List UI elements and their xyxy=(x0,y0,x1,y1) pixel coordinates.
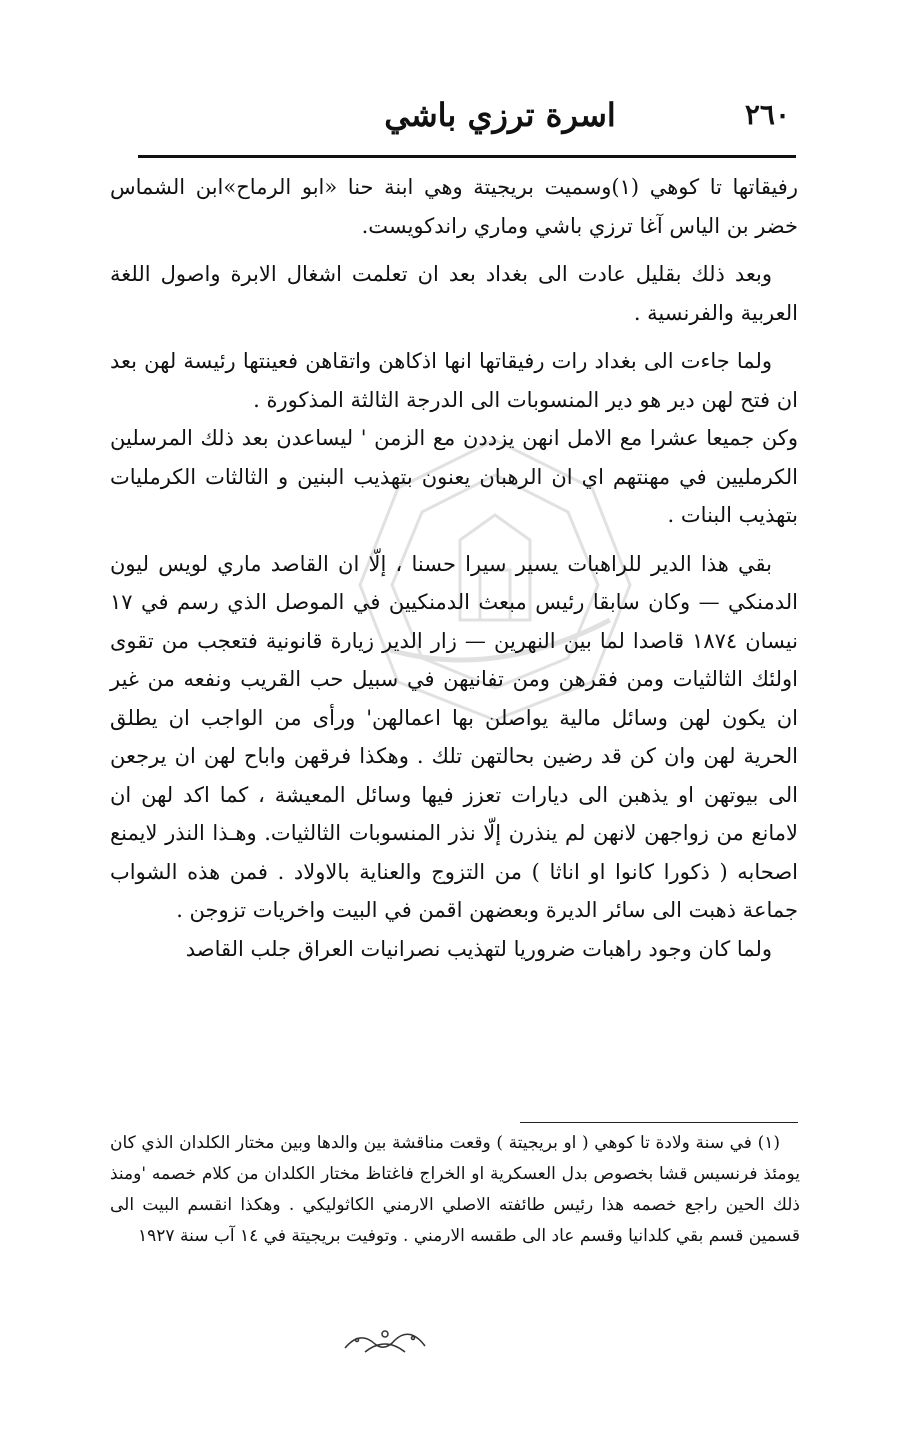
ornament-icon xyxy=(335,1322,435,1358)
footnote: (١) في سنة ولادة تا كوهي ( او بريجيتة ) وقعت مناقشة بين والدها وبين مختار الكلدان الذي كان يومئذ فرنسيس قشا بخصوص بدل العسكرية او الخراج فاغتاظ مختار الكلدان من كلام خصمه 'ومنذ ذلك الحين راجع خصمه هذا رئيس طائفته الاصلي الارمني الكاثوليكي . وهكذا انقسم البيت الى قسمين قسم بقي كلدانيا وقسم عاد الى طقسه الارمني . وتوفيت بريجيتة في ١٤ آب سنة ١٩٢٧ xyxy=(110,1133,800,1246)
paragraph: رفيقاتها تا كوهي (١)وسميت بريجيتة وهي ابنة حنا «ابو الرماح»ابن الشماس خضر بن الياس آغا ترزي باشي وماري راندكويست. xyxy=(110,175,798,238)
page-header xyxy=(150,92,790,152)
footnotes xyxy=(110,1128,800,1252)
paragraph: وكن جميعا عشرا مع الامل انهن يزددن مع الزمن ' ليساعدن بعد ذلك المرسلين الكرمليين في مهنتهم اي ان الرهبان يعنون بتهذيب البنين و الثالثات الكرمليات بتهذيب البنات . xyxy=(110,426,798,527)
footnote-rule xyxy=(520,1122,798,1123)
body-text xyxy=(110,168,798,968)
paragraph: ولما كان وجود راهبات ضروريا لتهذيب نصرانيات العراق جلب القاصد xyxy=(185,936,772,961)
page-number: ٢٦٠ xyxy=(744,98,790,131)
running-title: اسرة ترزي باشي xyxy=(384,96,616,134)
paragraph: بقي هذا الدير للراهبات يسير سيرا حسنا ، إلّا ان القاصد ماري لويس ليون الدمنكي — وكان سابقا رئيس مبعث الدمنكيين في الموصل الذي رسم في ١٧ نيسان ١٨٧٤ قاصدا لما بين النهرين — زار الدير زيارة قانونية فتعجب من تقوى اولئك الثالثيات ومن فقرهن ومن تفانيهن في سبيل حب القريب ونفعه من غير ان يكون لهن وسائل مالية يواصلن بها اعمالهن' ورأى من الواجب ان يطلق الحرية لهن وان كن قد رضين بحالتهن تلك . وهكذا فرقهن واباح لهن ان يرجعن الى بيوتهن او يذهبن الى ديارات تعزز فيها وسائل المعيشة ، كما اكد لهن ان لامانع من زواجهن لانهن لم ينذرن إلّا نذر المنسوبات الثالثيات. وهـذا النذر لايمنع اصحابه ( ذكورا كانوا او اناثا ) من التزوج والعناية بالاولاد . فمن هذه الشواب جماعة ذهبت الى سائر الديرة وبعضهن اقمن في البيت واخريات تزوجن . xyxy=(110,551,798,922)
paragraph: ولما جاءت الى بغداد رات رفيقاتها انها اذكاهن واتقاهن فعينتها رئيسة لهن بعد ان فتح لهن دير هو دير المنسوبات الى الدرجة الثالثة المذكورة . xyxy=(110,349,798,412)
paragraph: وبعد ذلك بقليل عادت الى بغداد بعد ان تعلمت اشغال الابرة واصول اللغة العربية والفرنسية . xyxy=(110,262,798,325)
header-rule xyxy=(138,155,796,158)
